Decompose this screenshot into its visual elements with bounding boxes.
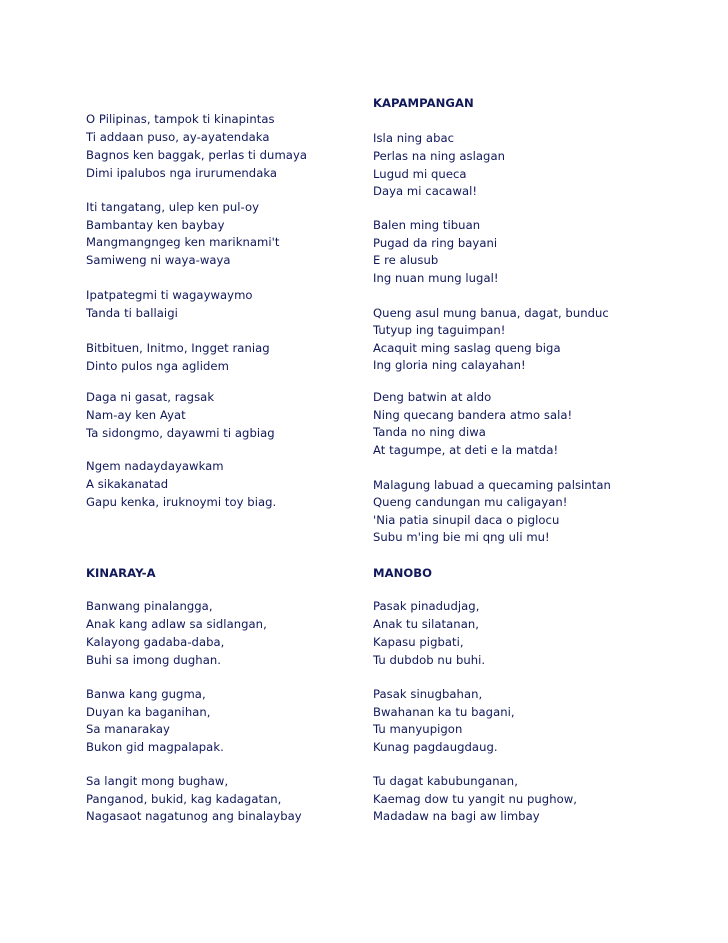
poem-line: Tanda ti ballaigi — [86, 306, 178, 320]
poem-line: Pasak pinadudjag, — [373, 599, 480, 613]
poem-line: Tu dubdob nu buhi. — [373, 653, 486, 667]
poem-line: 'Nia patia sinupil daca o piglocu — [373, 513, 560, 527]
poem-line: Bwahanan ka tu bagani, — [373, 705, 515, 719]
section-title: KINARAY-A — [86, 566, 156, 580]
poem-line: Balen ming tibuan — [373, 218, 481, 232]
poem-line: Ta sidongmo, dayawmi ti agbiag — [86, 426, 275, 440]
poem-line: Queng candungan mu caligayan! — [373, 495, 568, 509]
poem-line: E re alusub — [373, 253, 439, 267]
poem-line: Ti addaan puso, ay-ayatendaka — [86, 130, 270, 144]
poem-line: Nagasaot nagatunog ang binalaybay — [86, 809, 302, 823]
poem-line: Tu dagat kabubunganan, — [373, 774, 518, 788]
poem-line: Ning quecang bandera atmo sala! — [373, 408, 573, 422]
poem-line: Tu manyupigon — [373, 722, 463, 736]
section-title: MANOBO — [373, 566, 433, 580]
poem-line: Anak tu silatanan, — [373, 617, 479, 631]
poem-line: Ing nuan mung lugal! — [373, 271, 499, 285]
poem-line: Anak kang adlaw sa sidlangan, — [86, 617, 267, 631]
poem-line: A sikakanatad — [86, 477, 169, 491]
section-title: KAPAMPANGAN — [373, 96, 474, 110]
poem-line: Queng asul mung banua, dagat, bunduc — [373, 306, 609, 320]
poem-line: Tutyup ing taguimpan! — [373, 323, 506, 337]
poem-line: Acaquit ming saslag queng biga — [373, 341, 561, 355]
poem-line: Kalayong gadaba-daba, — [86, 635, 225, 649]
poem-line: Madadaw na bagi aw limbay — [373, 809, 540, 823]
poem-line: Kunag pagdaugdaug. — [373, 740, 498, 754]
poem-line: Daya mi cacawal! — [373, 184, 478, 198]
poem-line: At tagumpe, at deti e la matda! — [373, 443, 559, 457]
poem-line: Gapu kenka, iruknoymi toy biag. — [86, 495, 277, 509]
poem-line: Panganod, bukid, kag kadagatan, — [86, 792, 282, 806]
poem-line: Banwa kang gugma, — [86, 687, 206, 701]
poem-line: Subu m'ing bie mi qng uli mu! — [373, 530, 550, 544]
poem-line: Sa langit mong bughaw, — [86, 774, 229, 788]
poem-line: Tanda no ning diwa — [373, 425, 486, 439]
poem-line: Buhi sa imong dughan. — [86, 653, 221, 667]
poem-line: Bagnos ken baggak, perlas ti dumaya — [86, 148, 308, 162]
poem-line: Iti tangatang, ulep ken pul-oy — [86, 200, 260, 214]
poem-line: Kapasu pigbati, — [373, 635, 464, 649]
poem-line: Samiweng ni waya-waya — [86, 253, 231, 267]
poem-line: Ing gloria ning calayahan! — [373, 358, 526, 372]
poem-line: Nam-ay ken Ayat — [86, 408, 186, 422]
poem-line: Duyan ka baganihan, — [86, 705, 211, 719]
poem-line: Bambantay ken baybay — [86, 218, 225, 232]
poem-line: Dimi ipalubos nga irurumendaka — [86, 166, 278, 180]
poem-line: Pugad da ring bayani — [373, 236, 498, 250]
poem-line: Ipatpategmi ti wagaywaymo — [86, 288, 253, 302]
poem-line: Deng batwin at aldo — [373, 390, 492, 404]
poem-line: Sa manarakay — [86, 722, 170, 736]
poem-line: Dinto pulos nga aglidem — [86, 359, 229, 373]
poem-line: Malagung labuad a quecaming palsintan — [373, 478, 611, 492]
poem-line: Isla ning abac — [373, 131, 455, 145]
poem-line: Ngem nadaydayawkam — [86, 459, 224, 473]
poem-line: Lugud mi queca — [373, 167, 467, 181]
poem-line: Mangmangngeg ken mariknami't — [86, 235, 280, 249]
poem-line: Pasak sinugbahan, — [373, 687, 483, 701]
poem-line: Daga ni gasat, ragsak — [86, 390, 215, 404]
poem-line: Kaemag dow tu yangit nu pughow, — [373, 792, 578, 806]
poem-line: Banwang pinalangga, — [86, 599, 213, 613]
poem-line: Perlas na ning aslagan — [373, 149, 506, 163]
poem-line: Bitbituen, Initmo, Ingget raniag — [86, 341, 270, 355]
poem-line: Bukon gid magpalapak. — [86, 740, 224, 754]
poem-line: O Pilipinas, tampok ti kinapintas — [86, 112, 275, 126]
